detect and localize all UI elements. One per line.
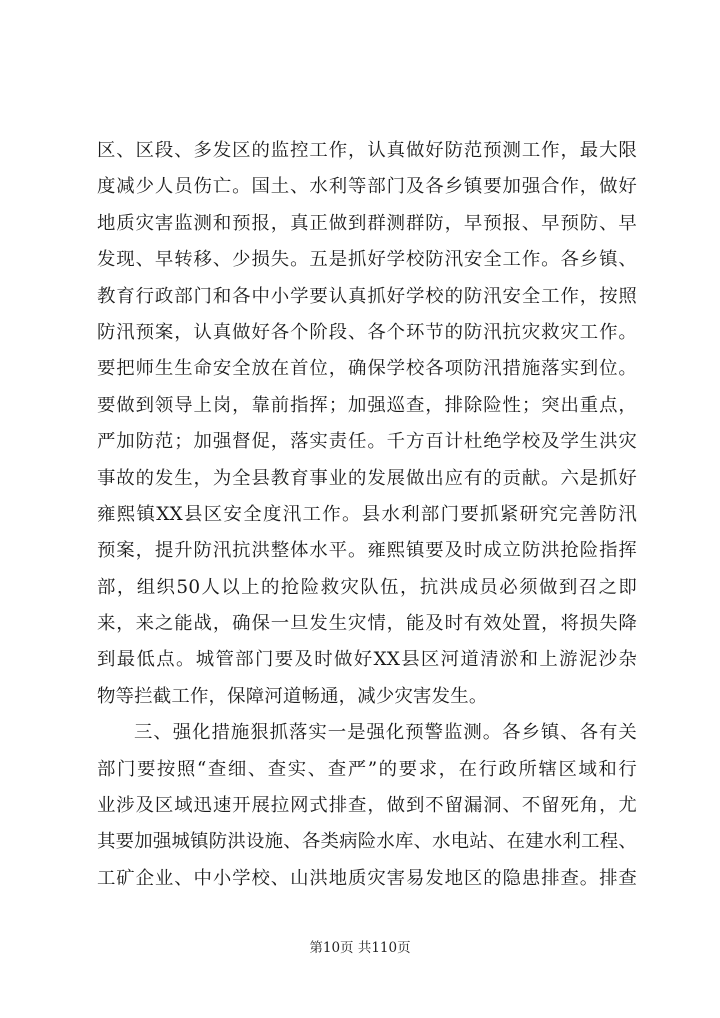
text-line: 教育行政部门和各中小学要认真抓好学校的防汛安全工作，按照 xyxy=(97,285,637,307)
text-line: 来，来之能战，确保一旦发生灾情，能及时有效处置，将损失降 xyxy=(97,613,637,635)
text-line: 其要加强城镇防洪设施、各类病险水库、水电站、在建水利工程、 xyxy=(97,831,637,853)
text-line: 部，组织50人以上的抢险救灾队伍，抗洪成员必须做到召之即 xyxy=(97,576,637,598)
text-line: 业涉及区域迅速开展拉网式排查，做到不留漏洞、不留死角，尤 xyxy=(97,795,637,817)
text-line: 到最低点。城管部门要及时做好XX县区河道清淤和上游泥沙杂 xyxy=(97,649,637,671)
text-line: 物等拦截工作，保障河道畅通，减少灾害发生。 xyxy=(97,685,488,707)
text-line: 雍熙镇XX县区安全度汛工作。县水利部门要抓紧研究完善防汛 xyxy=(97,503,637,525)
section-heading-line: 三、强化措施狠抓落实一是强化预警监测。各乡镇、各有关 xyxy=(134,722,637,744)
text-line: 要把师生生命安全放在首位，确保学校各项防汛措施落实到位。 xyxy=(97,358,637,380)
text-line: 区、区段、多发区的监控工作，认真做好防范预测工作，最大限 xyxy=(97,140,637,161)
page-number-footer: 第10页 共110页 xyxy=(309,940,411,956)
text-line: 严加防范；加强督促，落实责任。千方百计杜绝学校及学生洪灾 xyxy=(97,431,637,453)
text-line: 要做到领导上岗，靠前指挥；加强巡查，排除险性；突出重点， xyxy=(97,394,637,416)
text-line: 部门要按照“查细、查实、查严”的要求，在行政所辖区域和行 xyxy=(97,758,637,780)
text-line: 防汛预案，认真做好各个阶段、各个环节的防汛抗灾救灾工作。 xyxy=(97,321,637,343)
document-body xyxy=(97,133,637,897)
text-line: 工矿企业、中小学校、山洪地质灾害易发地区的隐患排查。排查 xyxy=(97,867,637,889)
text-line: 预案，提升防汛抗洪整体水平。雍熙镇要及时成立防洪抢险指挥 xyxy=(97,540,637,562)
text-line: 事故的发生，为全县教育事业的发展做出应有的贡献。六是抓好 xyxy=(97,467,637,489)
text-line: 发现、早转移、少损失。五是抓好学校防汛安全工作。各乡镇、 xyxy=(97,249,637,271)
text-line: 地质灾害监测和预报，真正做到群测群防，早预报、早预防、早 xyxy=(97,212,637,234)
text-line: 度减少人员伤亡。国土、水利等部门及各乡镇要加强合作，做好 xyxy=(97,176,637,198)
